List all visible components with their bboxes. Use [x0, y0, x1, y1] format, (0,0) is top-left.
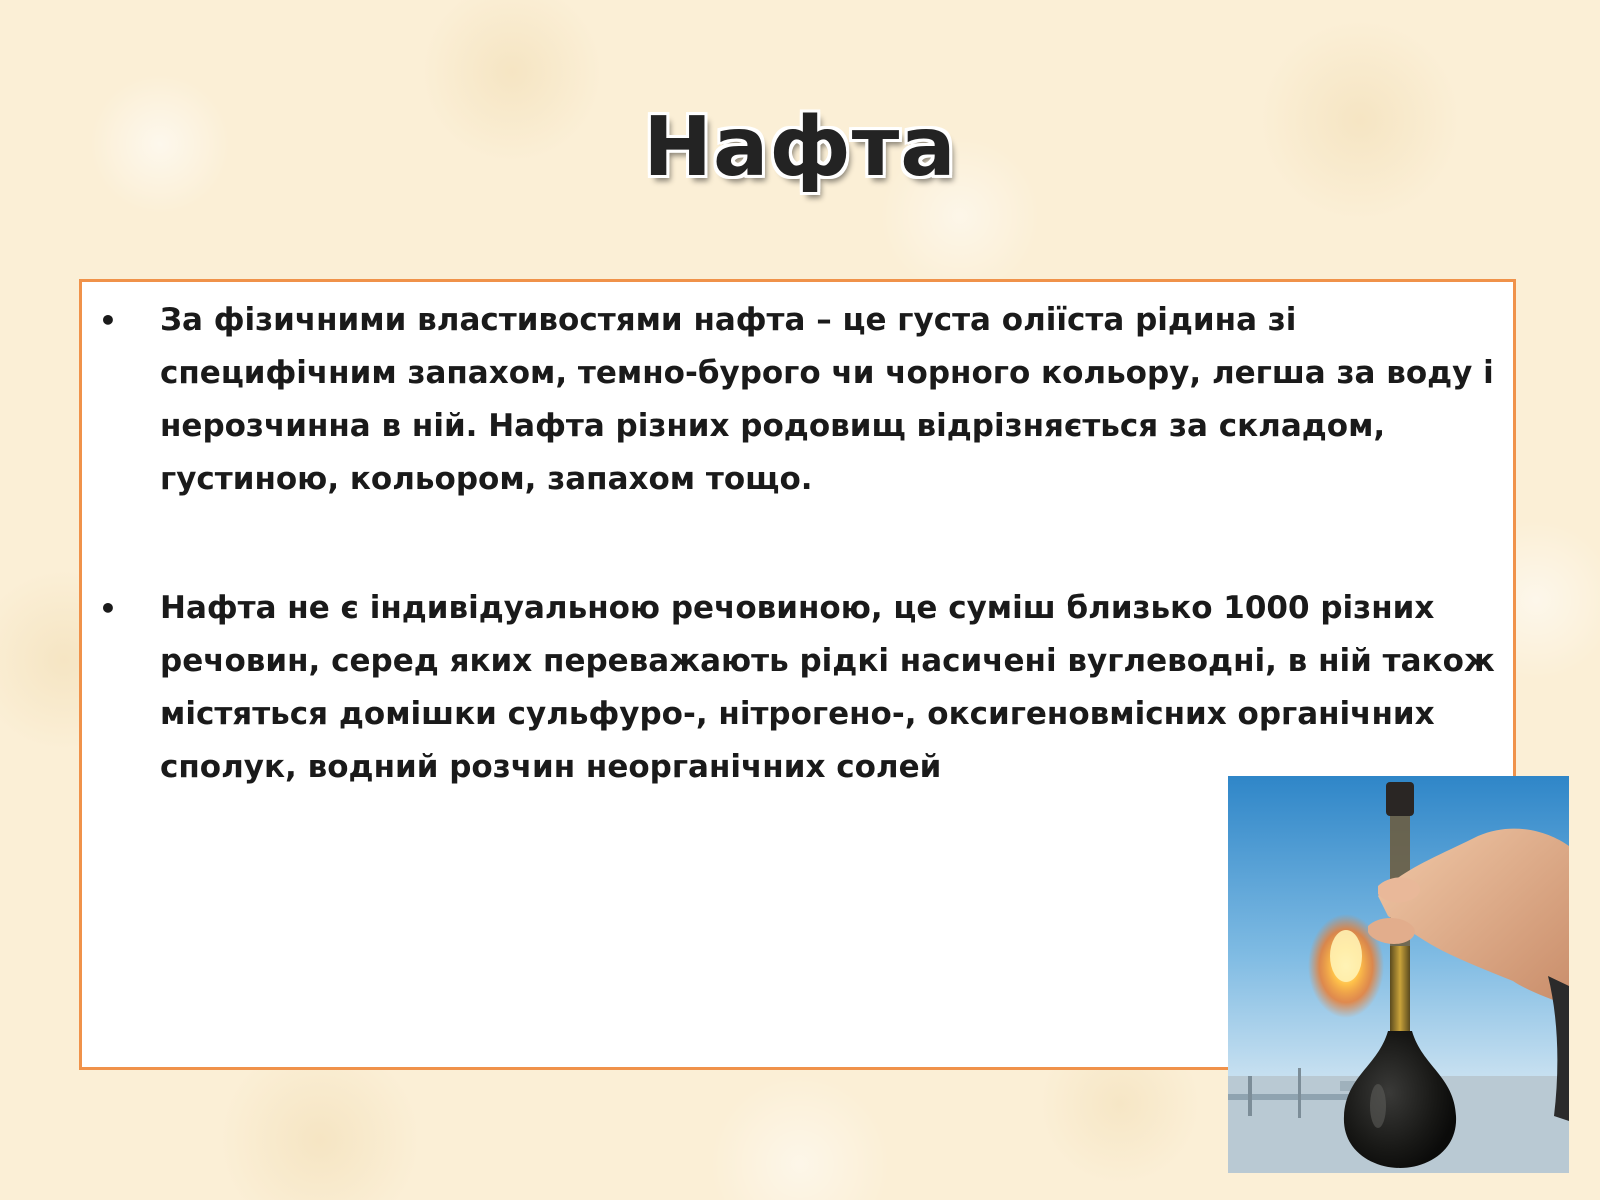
- oil-flask-photo: [1228, 776, 1569, 1173]
- oil-flask-illustration: [1228, 776, 1569, 1173]
- slide-title: Нафта: [643, 100, 957, 195]
- bullet-marker: •: [99, 592, 117, 625]
- bullet-marker: •: [99, 304, 117, 337]
- bullet-text: За фізичними властивостями нафта – це густа оліїста рідина зі специфічним запахом, темно-бурого чи чорного кольору, легша за воду і нерозчинна в ній. Нафта різних родовищ відрізняється за складом, густиною, кольором, запахом тощо.: [160, 302, 1494, 497]
- bullet-text: Нафта не є індивідуальною речовиною, це суміш близько 1000 різних речовин, серед яких переважають рідкі насичені вуглеводні, в ній також містяться домішки сульфуро-, нітрогено-, оксигеновмісних органічних сполук, водний розчин неорганічних солей: [160, 590, 1495, 785]
- bullet-item-physical-properties: [82, 294, 1519, 506]
- bullet-item-composition: [82, 582, 1519, 794]
- bullet-list: [82, 294, 1519, 794]
